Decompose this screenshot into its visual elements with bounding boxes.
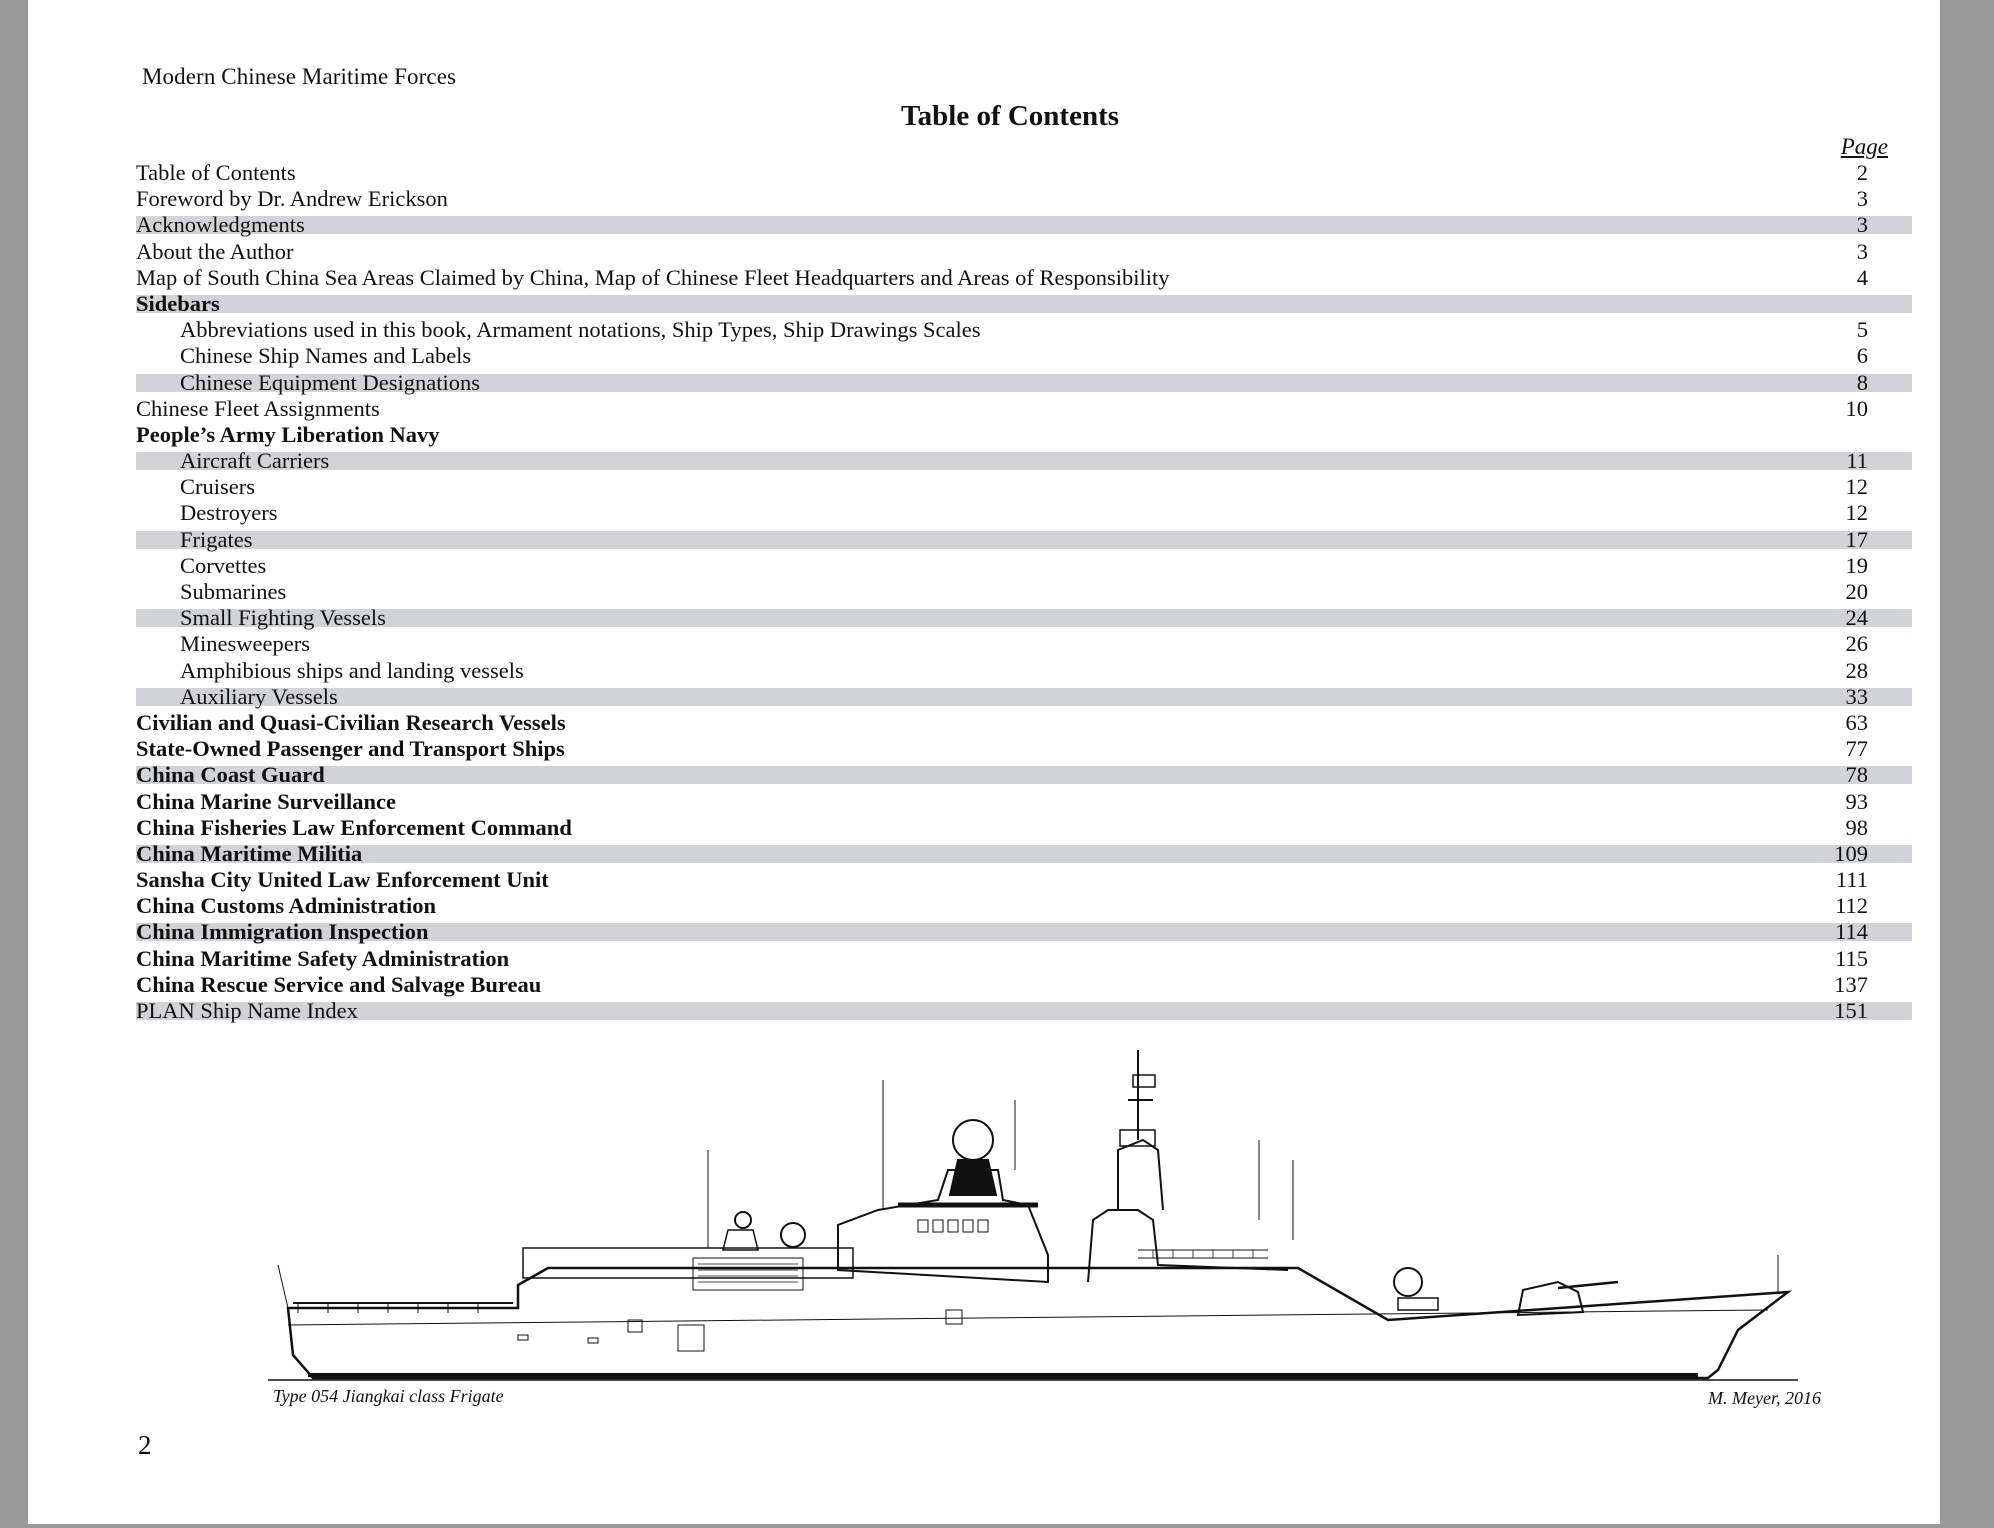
toc-entry-label: Table of Contents (136, 160, 296, 185)
toc-entry[interactable] (136, 291, 1912, 317)
toc-entry[interactable] (136, 815, 1912, 841)
toc-entry-label: Civilian and Quasi-Civilian Research Vessels (136, 709, 566, 735)
toc-entry-page: 112 (1835, 893, 1868, 919)
toc-entry-page: 98 (1845, 814, 1868, 840)
toc-entry[interactable] (136, 186, 1912, 212)
toc-entry-label: Minesweepers (180, 631, 310, 657)
toc-entry-page: 33 (1845, 683, 1868, 709)
toc-entry-label: Cruisers (180, 474, 255, 500)
toc-entry-page: 19 (1845, 552, 1868, 578)
toc-entry-label: About the Author (136, 238, 294, 264)
toc-entry[interactable] (136, 946, 1912, 972)
toc-entry-page: 10 (1845, 395, 1868, 421)
ship-drawing-illustration (258, 1020, 1808, 1390)
toc-entry-page: 77 (1845, 736, 1868, 762)
toc-entry[interactable] (136, 212, 1912, 238)
toc-entry-label: China Marine Surveillance (136, 788, 396, 814)
toc-entry-label: China Maritime Safety Administration (136, 945, 510, 971)
toc-entry-label: Sansha City United Law Enforcement Unit (136, 867, 549, 893)
toc-entry-label: Aircraft Carriers (180, 448, 330, 474)
toc-entry[interactable] (136, 789, 1912, 815)
toc-entry-label: Acknowledgments (136, 212, 305, 238)
toc-entry-page: 63 (1845, 709, 1868, 735)
toc-entry-page: 3 (1856, 186, 1868, 212)
toc-entry-label: China Fisheries Law Enforcement Command (136, 814, 572, 840)
toc-entry-label: Submarines (180, 579, 287, 604)
toc-entry-label: Chinese Equipment Designations (180, 369, 480, 395)
toc-entry-page: 3 (1856, 238, 1868, 264)
toc-entry[interactable] (136, 658, 1912, 684)
toc-entry-page: 2 (1856, 160, 1868, 185)
toc-entry-page: 6 (1856, 343, 1868, 369)
toc-entry[interactable] (136, 317, 1912, 343)
toc-entry-page: 111 (1835, 867, 1868, 893)
toc-entry[interactable] (136, 448, 1912, 474)
toc-entry-page: 12 (1845, 500, 1868, 526)
toc-entry-label: Corvettes (180, 552, 267, 578)
toc-entry[interactable] (136, 919, 1912, 945)
toc-entry-label: Auxiliary Vessels (180, 683, 338, 709)
toc-entry-page: 93 (1845, 788, 1868, 814)
running-header: Modern Chinese Maritime Forces (142, 64, 457, 89)
toc-entry[interactable] (136, 736, 1912, 762)
toc-entry-label: Destroyers (180, 500, 278, 526)
toc-list (136, 160, 1912, 1024)
toc-entry[interactable] (136, 579, 1912, 605)
toc-entry-page: 5 (1856, 317, 1868, 343)
toc-entry[interactable] (136, 631, 1912, 657)
toc-entry-label: China Coast Guard (136, 762, 325, 788)
toc-entry[interactable] (136, 422, 1912, 448)
toc-entry-label: PLAN Ship Name Index (136, 998, 358, 1023)
page-column-header: Page (1840, 134, 1888, 159)
toc-entry-label: Frigates (180, 526, 253, 552)
toc-entry[interactable] (136, 605, 1912, 631)
toc-entry-page: 137 (1834, 971, 1868, 997)
toc-entry-page: 151 (1834, 998, 1868, 1023)
toc-entry-label: Amphibious ships and landing vessels (180, 657, 524, 683)
toc-entry-label: Sidebars (136, 290, 220, 316)
toc-entry[interactable] (136, 762, 1912, 788)
toc-entry-label: Map of South China Sea Areas Claimed by China, Map of Chinese Fleet Headquarters and Areas of Responsibility (136, 264, 1170, 290)
toc-entry-label: China Immigration Inspection (136, 919, 429, 945)
toc-entry-page: 3 (1856, 212, 1868, 238)
toc-entry-page: 78 (1845, 762, 1868, 788)
toc-entry[interactable] (136, 160, 1912, 186)
toc-entry[interactable] (136, 972, 1912, 998)
toc-entry[interactable] (136, 474, 1912, 500)
toc-entry[interactable] (136, 867, 1912, 893)
page-title: Table of Contents (900, 100, 1120, 132)
toc-entry-label: People’s Army Liberation Navy (136, 421, 440, 447)
toc-entry-label: State-Owned Passenger and Transport Ships (136, 736, 565, 762)
toc-entry[interactable] (136, 553, 1912, 579)
toc-entry[interactable] (136, 710, 1912, 736)
toc-entry[interactable] (136, 343, 1912, 369)
toc-entry-label: China Rescue Service and Salvage Bureau (136, 971, 542, 997)
toc-entry-label: Foreword by Dr. Andrew Erickson (136, 186, 448, 212)
toc-entry-page: 17 (1845, 526, 1868, 552)
toc-entry-label: China Customs Administration (136, 893, 437, 919)
page-number: 2 (138, 1430, 152, 1460)
toc-entry-page: 26 (1845, 631, 1868, 657)
toc-entry-page: 4 (1856, 264, 1868, 290)
toc-entry[interactable] (136, 684, 1912, 710)
toc-entry-label: Small Fighting Vessels (180, 605, 386, 631)
toc-entry-page: 11 (1846, 448, 1868, 474)
toc-entry-label: Abbreviations used in this book, Armament notations, Ship Types, Ship Drawings Scales (180, 317, 981, 343)
toc-entry[interactable] (136, 893, 1912, 919)
toc-entry[interactable] (136, 841, 1912, 867)
toc-entry[interactable] (136, 265, 1912, 291)
toc-entry-page: 12 (1845, 474, 1868, 500)
toc-entry[interactable] (136, 239, 1912, 265)
toc-entry-page: 24 (1845, 605, 1868, 631)
toc-entry[interactable] (136, 500, 1912, 526)
toc-entry-page: 8 (1856, 369, 1868, 395)
toc-entry-label: China Maritime Militia (136, 840, 363, 866)
toc-entry[interactable] (136, 527, 1912, 553)
document-page (28, 0, 1940, 1524)
toc-entry-page: 28 (1845, 657, 1868, 683)
toc-entry-page: 109 (1834, 840, 1868, 866)
toc-entry[interactable] (136, 396, 1912, 422)
figure-credit: M. Meyer, 2016 (1708, 1388, 1821, 1408)
figure-caption: Type 054 Jiangkai class Frigate (273, 1386, 504, 1406)
toc-entry-page: 114 (1835, 919, 1868, 945)
toc-entry-label: Chinese Ship Names and Labels (180, 343, 472, 369)
toc-entry-label: Chinese Fleet Assignments (136, 395, 380, 421)
toc-entry-page: 20 (1845, 579, 1868, 604)
toc-entry[interactable] (136, 370, 1912, 396)
toc-entry-page: 115 (1835, 945, 1868, 971)
